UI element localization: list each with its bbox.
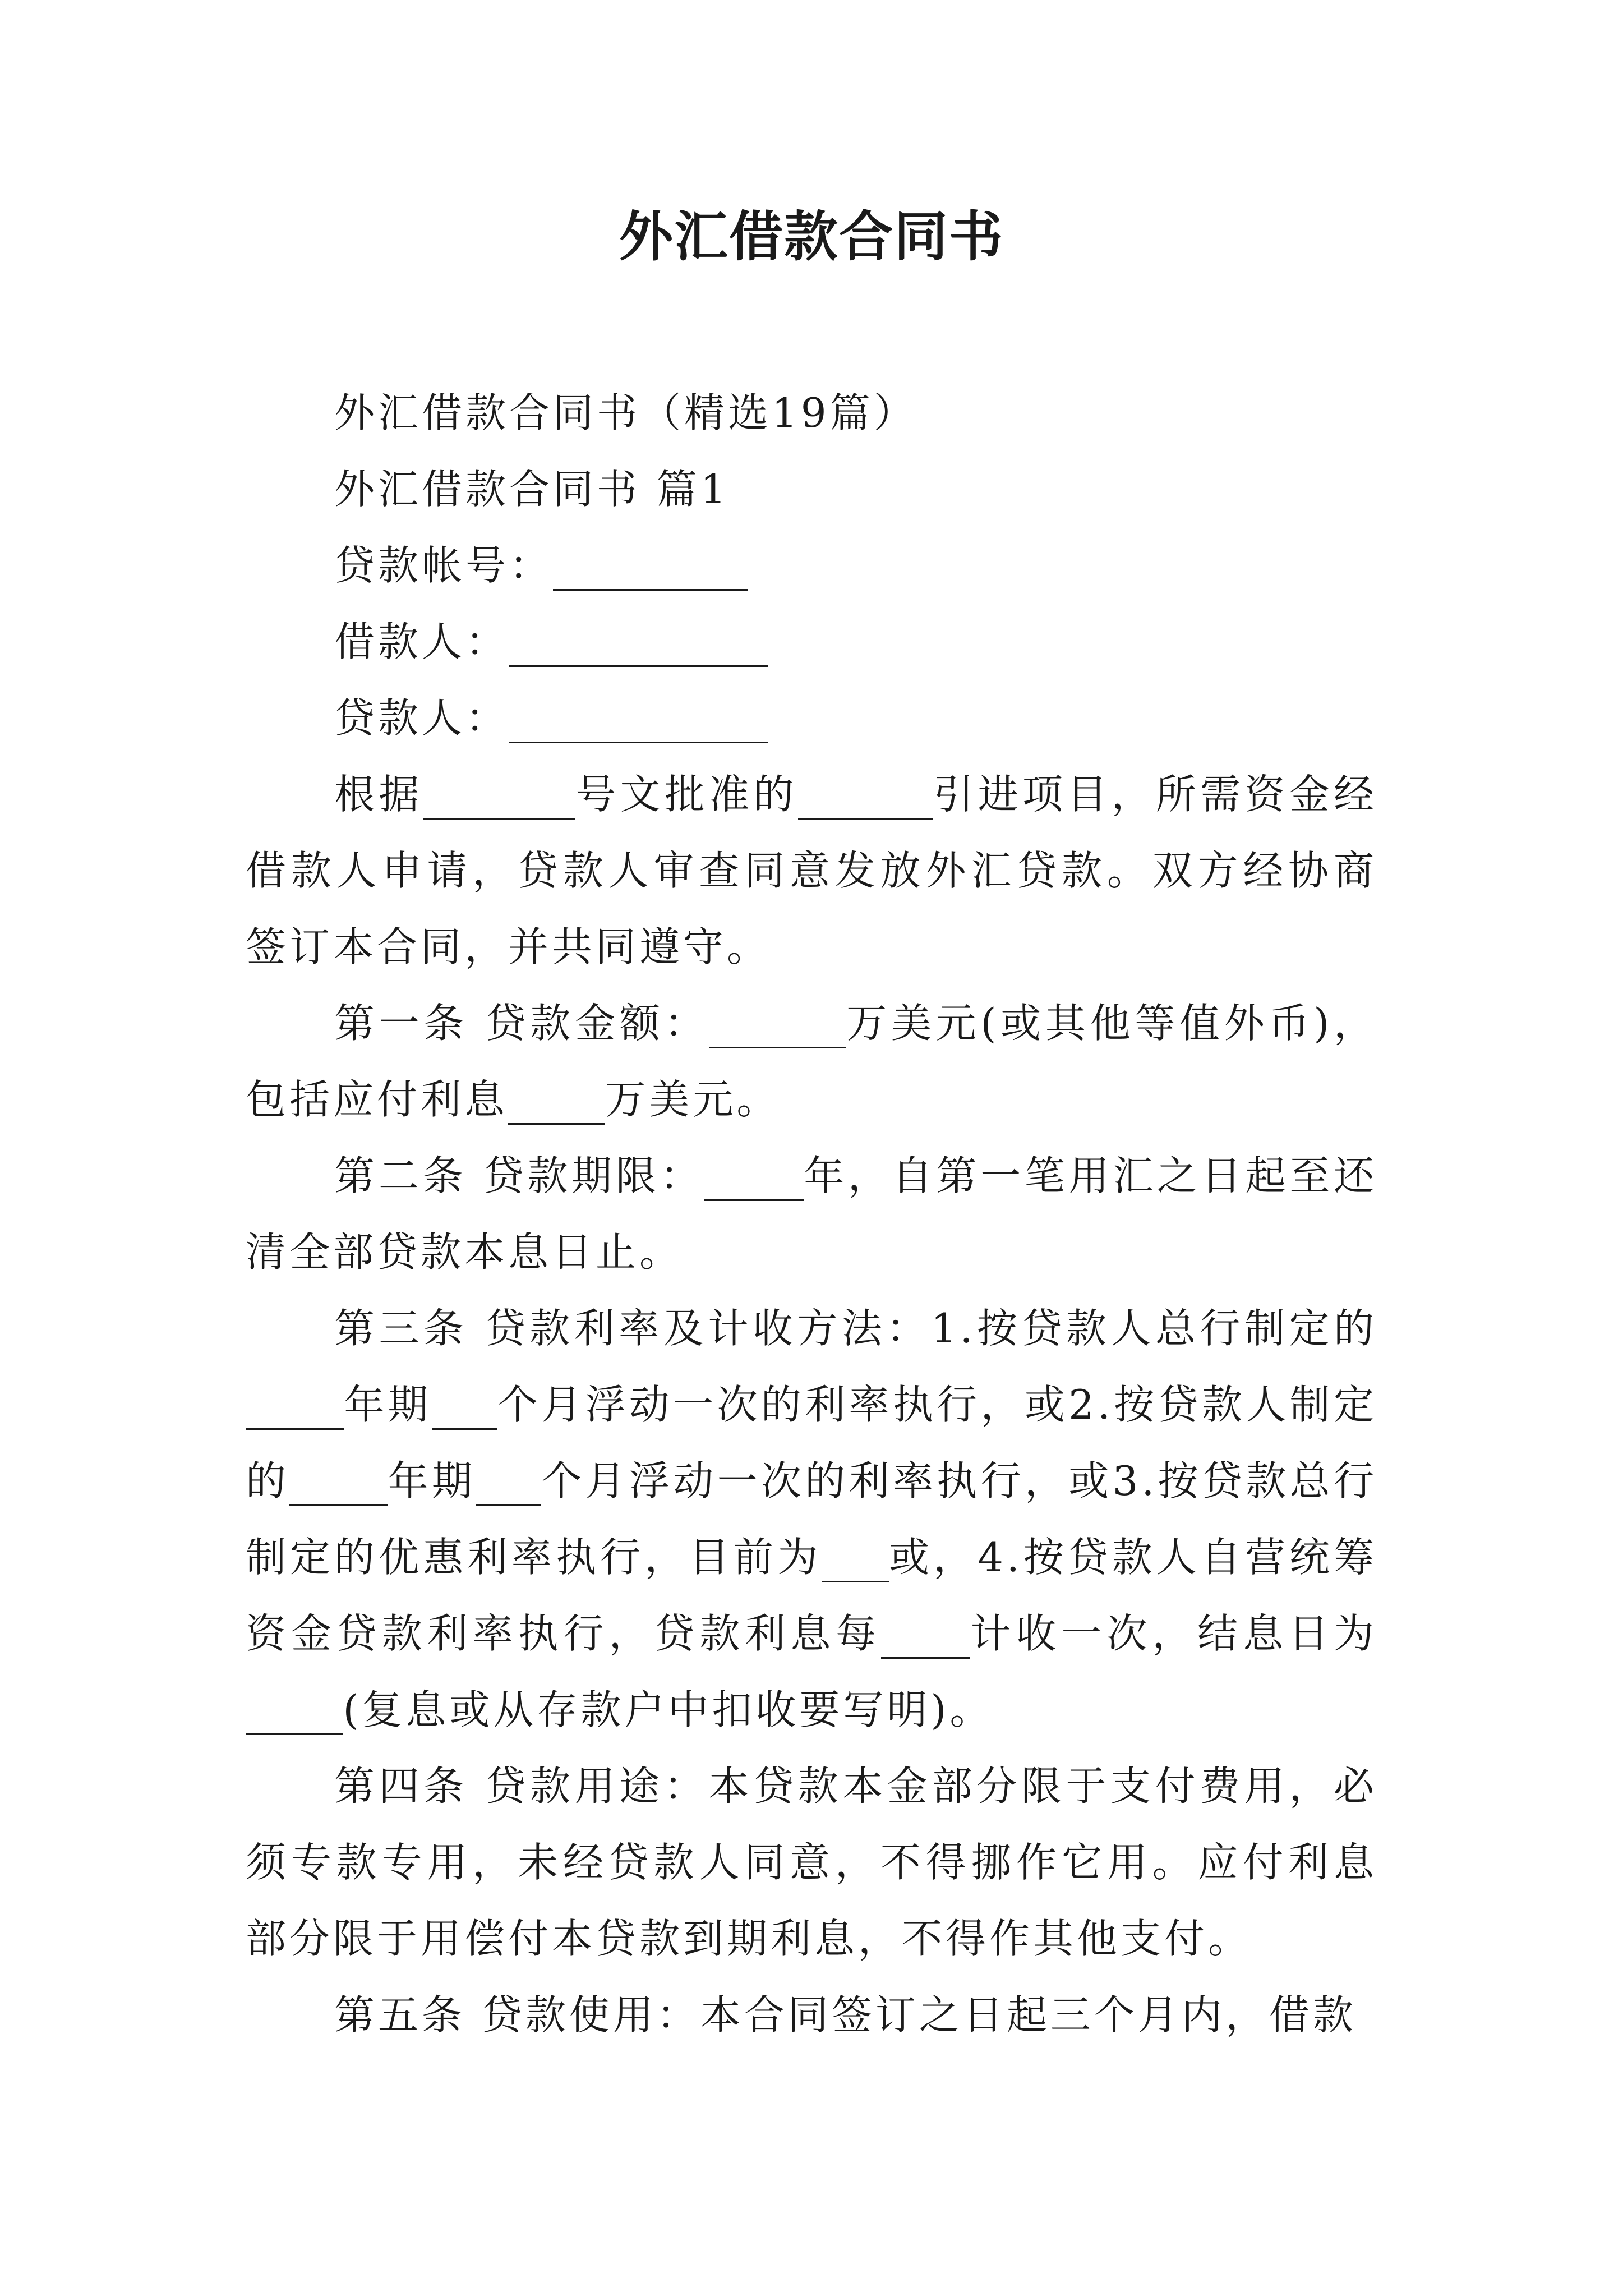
intro-text-3: 引进项目，所需资金经借款人申请，贷款人审查同意发放外汇贷款。双方经协商签订本合同，并共同遵守。 <box>246 771 1377 970</box>
account-field <box>246 527 1377 604</box>
article-3-text-6: 或，4.按贷款人自营统筹资金贷款利率执行，贷款利息每 <box>246 1534 1377 1657</box>
lender-field <box>246 680 1377 756</box>
intro-paragraph <box>246 756 1377 985</box>
article-3-text-8: (复息或从存款户中扣收要写明)。 <box>343 1686 994 1733</box>
account-label: 贷款帐号： <box>334 542 554 589</box>
article-3-blank-1 <box>246 1381 344 1430</box>
article-4: 第四条 贷款用途：本贷款本金部分限于支付费用，必须专款专用，未经贷款人同意，不得挪作它用。应付利息部分限于用偿付本贷款到期利息，不得作其他支付。 <box>246 1763 1377 1962</box>
article-2-blank-1 <box>704 1152 804 1201</box>
article-3-blank-4 <box>476 1457 541 1506</box>
article-5: 第五条 贷款使用：本合同签订之日起三个月内，借款 <box>334 1991 1357 2039</box>
article-3-text-2: 年期 <box>344 1381 432 1428</box>
lender-label: 贷款人： <box>334 694 510 742</box>
article-3-blank-5 <box>822 1534 889 1582</box>
article-3-text-1: 第三条 贷款利率及计收方法：1.按贷款人总行制定的 <box>334 1305 1377 1352</box>
article-3-text-5: 个月浮动一次的利率执行，或3.按贷款总行制定的优惠利率执行，目前为 <box>246 1457 1377 1581</box>
borrower-field <box>246 604 1377 680</box>
document-body <box>246 375 1377 2053</box>
article-2 <box>246 1138 1377 1290</box>
intro-blank-1 <box>423 771 576 820</box>
article-1-text-1: 第一条 贷款金额： <box>334 1000 709 1047</box>
article-1-blank-1 <box>709 1000 846 1048</box>
article-2-text-2: 年，自第一笔用汇之日起至还清全部贷款本息日止。 <box>246 1152 1377 1276</box>
borrower-label: 借款人： <box>334 618 510 665</box>
article-3-text-7: 计收一次，结息日为 <box>970 1610 1377 1657</box>
article-3-blank-7 <box>246 1686 343 1735</box>
borrower-blank <box>509 618 768 667</box>
article-3-blank-3 <box>289 1457 388 1506</box>
article-3-text-4: 年期 <box>388 1457 476 1504</box>
subtitle: 外汇借款合同书（精选19篇） <box>334 389 917 436</box>
intro-text-2: 号文批准的 <box>575 771 798 818</box>
article-3-blank-6 <box>881 1610 970 1659</box>
article-1-text-2: 万美元(或其他等值外币)，包括应付利息 <box>246 1000 1378 1123</box>
account-blank <box>553 542 748 591</box>
article-1-text-3: 万美元。 <box>605 1076 781 1123</box>
document-title: 外汇借款合同书 <box>619 205 1004 268</box>
article-3 <box>246 1290 1377 1748</box>
article-1-blank-2 <box>508 1076 605 1125</box>
intro-text-1: 根据 <box>334 771 423 818</box>
section-heading: 外汇借款合同书 篇1 <box>334 466 730 513</box>
article-1 <box>246 985 1377 1138</box>
article-2-text-1: 第二条 贷款期限： <box>334 1152 704 1199</box>
intro-blank-2 <box>798 771 934 820</box>
article-3-blank-2 <box>432 1381 497 1430</box>
lender-blank <box>509 694 768 743</box>
article-3-text-3: 个月浮动一次的利率执行，或2.按贷款人制定的 <box>246 1381 1377 1504</box>
